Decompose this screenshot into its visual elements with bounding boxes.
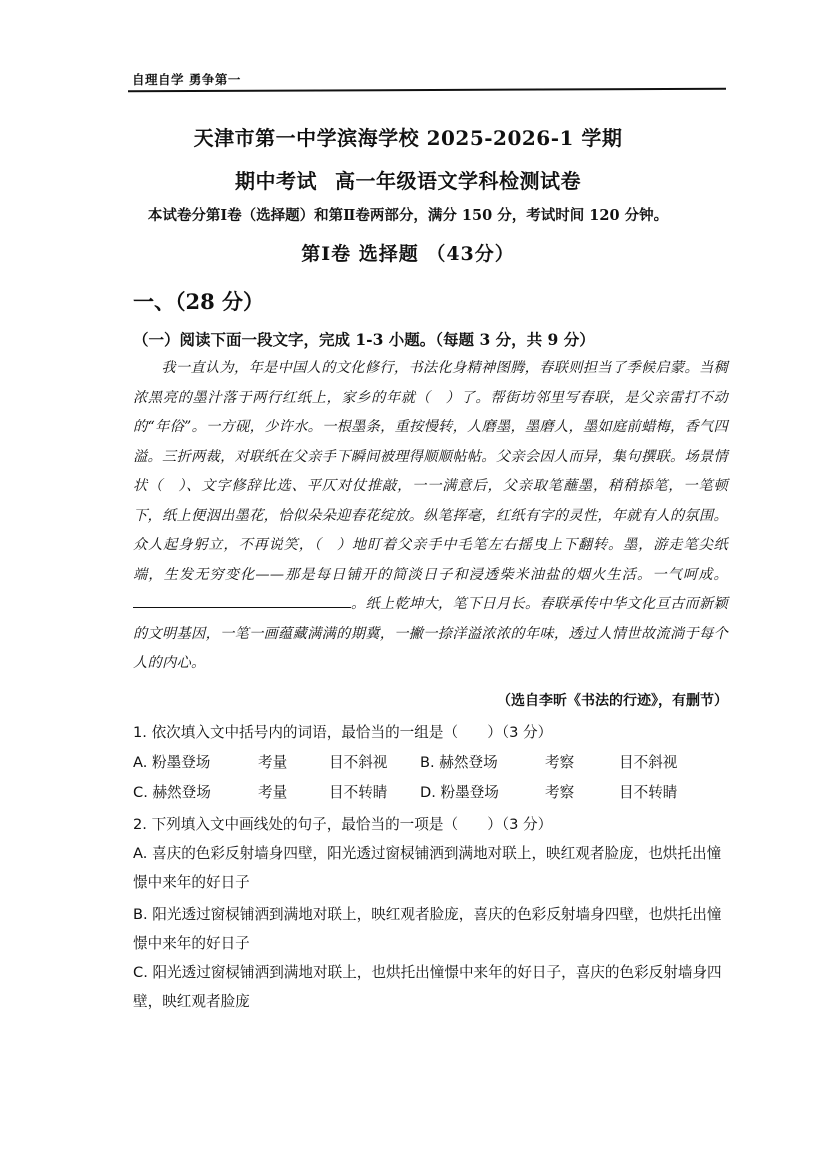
question-2-stem: 2. 下列填入文中画线处的句子，最恰当的一项是（ ）（3 分） (133, 816, 553, 833)
passage-text-2: 。纸上乾坤大，笔下日月长。春联承传中华文化亘古而新颖的文明基因，一笔一画蕴藏满满的期冀，一撇一捺洋溢浓浓的年味，透过人情世故流淌于每个人的内心。 (133, 596, 728, 671)
option-d-word-1: D. 粉墨登场 (420, 784, 499, 801)
reading-passage (133, 354, 728, 679)
option-a-word-3: 目不斜视 (329, 754, 388, 771)
exam-title (0, 165, 816, 194)
exam-title-term: 期中考试 (235, 169, 317, 193)
question-2-choice-a: A. 喜庆的色彩反射墙身四壁，阳光透过窗棂铺洒到满地对联上，映红观者脸庞，也烘托出憧憬中来年的好日子 (133, 845, 722, 891)
header-motto: 自理自学 勇争第一 (132, 72, 241, 87)
option-a-word-1: A. 粉墨登场 (133, 754, 211, 771)
question-2-choice-c: C. 阳光透过窗棂铺洒到满地对联上，也烘托出憧憬中来年的好日子，喜庆的色彩反射墙身四壁，映红观者脸庞 (133, 964, 722, 1010)
page-header (128, 70, 726, 92)
school-title: 天津市第一中学滨海学校 2025-2026-1 学期 (193, 126, 623, 150)
section-heading: 一、（28 分） (133, 289, 265, 314)
option-a-word-2: 考量 (258, 754, 288, 771)
option-c-word-3: 目不转睛 (329, 784, 388, 801)
question-2-choice-b: B. 阳光透过窗棂铺洒到满地对联上，映红观者脸庞，喜庆的色彩反射墙身四壁，也烘托出憧憬中来年的好日子 (133, 906, 722, 952)
question-1-stem: 1. 依次填入文中括号内的词语，最恰当的一组是（ ）（3 分） (133, 724, 553, 741)
volume-title: 第Ⅰ卷 选择题 （43分） (301, 243, 515, 265)
option-b-word-2: 考察 (545, 754, 575, 771)
option-d-word-2: 考察 (545, 784, 575, 801)
option-c-word-2: 考量 (258, 784, 288, 801)
exam-title-subject: 高一年级语文学科检测试卷 (335, 169, 581, 193)
option-b-word-1: B. 赫然登场 (420, 754, 498, 771)
exam-intro: 本试卷分第Ⅰ卷（选择题）和第Ⅱ卷两部分，满分 150 分，考试时间 120 分钟。 (147, 207, 669, 224)
option-b-word-3: 目不斜视 (619, 754, 678, 771)
passage-text-1: 我一直认为，年是中国人的文化修行，书法化身精神图腾，春联则担当了季候启蒙。当稠浓黑亮的墨汁落于两行红纸上，家乡的年就（ ）了。帮街坊邻里写春联，是父亲雷打不动的“年俗”。一方砚，少许水。一根墨条，重按慢转，人磨墨，墨磨人，墨如庭前蜡梅，香气四溢。三折两裁，对联纸在父亲手下瞬间被理得顺顺帖帖。父亲会因人而异，集句撰联。场景情状（ ）、文字修辞比选、平仄对仗推敲，一一满意后，父亲取笔蘸墨，稍稍掭笔，一笔顿下，纸上便洇出墨花，恰似朵朵迎春花绽放。纵笔挥毫，红纸有字的灵性，年就有人的氛围。众人起身躬立，不再说笑，（ ）地盯着父亲手中毛笔左右摇曳上下翻转。墨，游走笔尖纸端，生发无穷变化——那是每日铺开的简淡日子和浸透柴米油盐的烟火生活。一气呵成。 (133, 360, 728, 583)
subsection-heading: （一）阅读下面一段文字，完成 1-3 小题。（每题 3 分，共 9 分） (133, 330, 595, 349)
header-rule (128, 88, 726, 93)
underline-blank (133, 594, 351, 608)
option-d-word-3: 目不转睛 (619, 784, 678, 801)
option-c-word-1: C. 赫然登场 (133, 784, 211, 801)
passage-source: （选自李昕《书法的行迹》，有删节） (497, 693, 728, 709)
